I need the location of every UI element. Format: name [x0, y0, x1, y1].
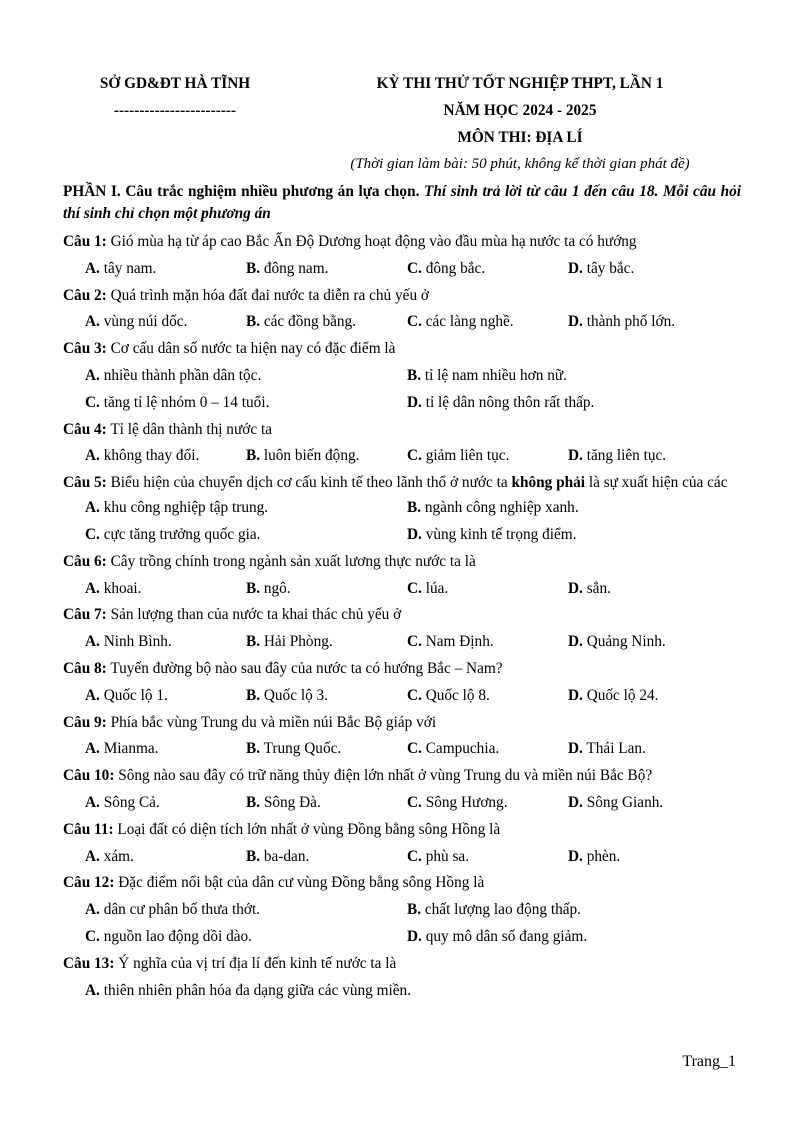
- part-1-heading: [63, 181, 741, 225]
- question-text: Đặc điểm nổi bật của dân cư vùng Đồng bằng sông Hồng là: [114, 874, 485, 892]
- question-number: Câu 2:: [63, 286, 107, 304]
- option-a: A. thiên nhiên phân hóa đa dạng giữa các vùng miền.: [85, 981, 412, 999]
- option-b: B. ba-dan.: [246, 847, 310, 865]
- header-divider: ------------------------: [113, 102, 237, 119]
- option-a: A. nhiều thành phần dân tộc.: [85, 366, 262, 384]
- question-text: Sông nào sau đây có trữ năng thủy điện lớn nhất ở vùng Trung du và miền núi Bắc Bộ?: [114, 767, 653, 785]
- option-c: C. Quốc lộ 8.: [407, 686, 490, 704]
- options-row: [63, 683, 741, 710]
- question-7: [63, 602, 741, 629]
- option-d: D. phèn.: [568, 847, 621, 865]
- option-b: B. luôn biến động.: [246, 447, 360, 465]
- options-row: [63, 443, 741, 470]
- question-4: [63, 417, 741, 444]
- question-12: [63, 870, 741, 897]
- question-number: Câu 3:: [63, 340, 107, 358]
- option-d: D. Quốc lộ 24.: [568, 686, 659, 704]
- part-1-title: PHẦN I. Câu trắc nghiệm nhiều phương án lựa chọn.: [63, 183, 425, 200]
- option-c: C. Sông Hương.: [407, 793, 508, 811]
- option-a: A. Mianma.: [85, 740, 159, 758]
- options-row: [63, 390, 741, 417]
- option-d: D. tăng liên tục.: [568, 447, 667, 465]
- option-c: C. các làng nghề.: [407, 313, 514, 331]
- options-row: [63, 924, 741, 951]
- subject-title: MÔN THI: ĐỊA LÍ: [457, 129, 583, 146]
- question-text: Sản lượng than của nước ta khai thác chủ yếu ở: [106, 606, 402, 624]
- option-c: C. Campuchia.: [407, 740, 500, 758]
- question-text: Quá trình mặn hóa đất đai nước ta diễn ra chủ yếu ở: [106, 286, 430, 304]
- options-row: [63, 522, 741, 549]
- option-b: B. Hải Phòng.: [246, 633, 333, 651]
- option-d: D. thành phố lớn.: [568, 313, 676, 331]
- department-name: SỞ GD&ĐT HÀ TĨNH: [99, 75, 251, 92]
- question-content: [63, 181, 741, 1004]
- question-8: [63, 656, 741, 683]
- options-row: [63, 897, 741, 924]
- page-number: Trang_1: [682, 1053, 736, 1070]
- exam-title: KỲ THI THỬ TỐT NGHIỆP THPT, LẦN 1: [376, 75, 664, 92]
- option-d: D. tây bắc.: [568, 259, 635, 277]
- option-d: D. Thái Lan.: [568, 740, 646, 758]
- option-b: B. đông nam.: [246, 259, 329, 277]
- options-row: [63, 309, 741, 336]
- header-right: [300, 70, 740, 178]
- question-number: Câu 12:: [63, 874, 115, 892]
- question-number: Câu 10:: [63, 767, 115, 785]
- option-a: A. khoai.: [85, 579, 142, 597]
- option-c: C. phù sa.: [407, 847, 470, 865]
- option-d: D. Sông Gianh.: [568, 793, 664, 811]
- option-d: D. sắn.: [568, 579, 611, 597]
- options-row: [63, 790, 741, 817]
- option-a: A. Quốc lộ 1.: [85, 686, 168, 704]
- option-b: B. tỉ lệ nam nhiều hơn nữ.: [407, 366, 567, 384]
- question-number: Câu 5:: [63, 474, 107, 492]
- time-note: (Thời gian làm bài: 50 phút, không kể thời gian phát đề): [350, 156, 690, 172]
- option-c: C. Nam Định.: [407, 633, 494, 651]
- option-d: D. Quảng Ninh.: [568, 633, 666, 651]
- question-number: Câu 13:: [63, 954, 115, 972]
- option-a: A. vùng núi dốc.: [85, 313, 188, 331]
- question-text-end: là sự xuất hiện của các: [585, 474, 728, 492]
- options-row: [63, 736, 741, 763]
- question-text: Cơ cấu dân số nước ta hiện nay có đặc điểm là: [106, 340, 396, 358]
- question-text: Biểu hiện của chuyển dịch cơ cấu kinh tế theo lãnh thổ ở nước ta: [106, 474, 512, 492]
- header-left: [70, 70, 280, 124]
- question-number: Câu 7:: [63, 606, 107, 624]
- question-6: [63, 549, 741, 576]
- option-c: C. cực tăng trưởng quốc gia.: [85, 525, 261, 543]
- options-row: [63, 495, 741, 522]
- option-b: B. các đồng bằng.: [246, 313, 357, 331]
- question-11: [63, 817, 741, 844]
- question-number: Câu 9:: [63, 713, 107, 731]
- question-text: Cây trồng chính trong ngành sản xuất lương thực nước ta là: [106, 552, 476, 570]
- question-number: Câu 4:: [63, 420, 107, 438]
- question-1: [63, 229, 741, 256]
- question-2: [63, 283, 741, 310]
- option-a: A. Ninh Bình.: [85, 633, 172, 651]
- options-row: [63, 256, 741, 283]
- question-text: Tỉ lệ dân thành thị nước ta: [106, 420, 272, 438]
- question-text: Gió mùa hạ từ áp cao Bắc Ấn Độ Dương hoạt động vào đầu mùa hạ nước ta có hướng: [106, 233, 637, 250]
- option-a: A. không thay đổi.: [85, 447, 200, 465]
- options-row: [63, 844, 741, 871]
- question-9: [63, 710, 741, 737]
- option-c: C. đông bắc.: [407, 259, 486, 277]
- option-d: D. quy mô dân số đang giảm.: [407, 927, 588, 945]
- option-b: B. ngành công nghiệp xanh.: [407, 499, 579, 517]
- question-13: [63, 951, 741, 978]
- question-text: Loại đất có diện tích lớn nhất ở vùng Đồng bằng sông Hồng là: [113, 820, 501, 838]
- question-emphasis: không phải: [511, 474, 586, 492]
- option-c: C. giảm liên tục.: [407, 447, 510, 465]
- option-b: B. ngô.: [246, 579, 291, 597]
- option-c: C. tăng tỉ lệ nhóm 0 – 14 tuổi.: [85, 393, 270, 411]
- question-10: [63, 763, 741, 790]
- question-text: Ý nghĩa của vị trí địa lí đến kinh tế nước ta là: [114, 954, 397, 972]
- option-b: B. Sông Đà.: [246, 793, 321, 811]
- option-a: A. tây nam.: [85, 259, 157, 277]
- option-d: D. tỉ lệ dân nông thôn rất thấp.: [407, 393, 595, 411]
- option-b: B. chất lượng lao động thấp.: [407, 901, 581, 919]
- question-5: [63, 470, 741, 495]
- options-row: [63, 629, 741, 656]
- option-b: B. Trung Quốc.: [246, 740, 342, 758]
- question-text: Tuyến đường bộ nào sau đây của nước ta có hướng Bắc – Nam?: [106, 659, 503, 677]
- question-number: Câu 8:: [63, 659, 107, 677]
- question-number: Câu 11:: [63, 820, 114, 838]
- question-text: Phía bắc vùng Trung du và miền núi Bắc Bộ giáp với: [106, 713, 437, 731]
- option-c: C. lúa.: [407, 579, 449, 597]
- option-b: B. Quốc lộ 3.: [246, 686, 329, 704]
- options-row: [63, 576, 741, 603]
- question-number: Câu 1:: [63, 233, 107, 250]
- option-a: A. khu công nghiệp tập trung.: [85, 499, 269, 517]
- option-a: A. xám.: [85, 847, 134, 865]
- option-d: D. vùng kinh tế trọng điểm.: [407, 525, 577, 543]
- question-number: Câu 6:: [63, 552, 107, 570]
- part-1-instruction: Thí sinh trả lời từ câu 1 đến câu 18. Mỗi câu hỏi thí sinh chỉ chọn một phương án: [63, 183, 741, 222]
- option-a: A. dân cư phân bố thưa thớt.: [85, 901, 261, 919]
- option-a: A. Sông Cả.: [85, 793, 160, 811]
- option-c: C. nguồn lao động dồi dào.: [85, 927, 252, 945]
- options-row: [63, 363, 741, 390]
- question-3: [63, 336, 741, 363]
- school-year: NĂM HỌC 2024 - 2025: [443, 102, 597, 119]
- options-row: [63, 978, 741, 1005]
